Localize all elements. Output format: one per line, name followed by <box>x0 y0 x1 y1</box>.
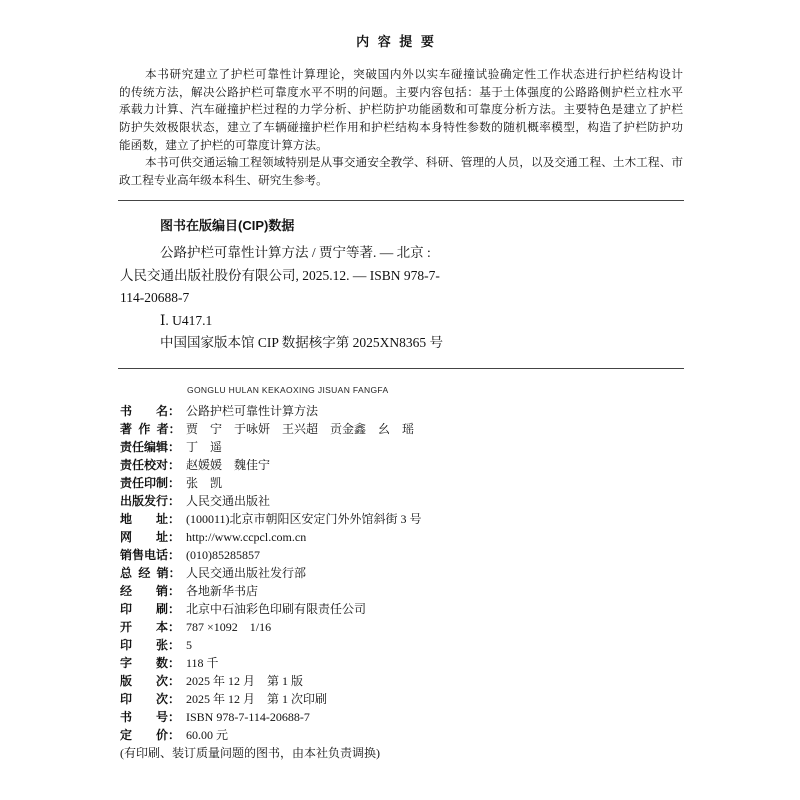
row-value: 赵媛媛 魏佳宁 <box>186 458 271 472</box>
row-value: 787 ×1092 1/16 <box>186 620 272 634</box>
row-label: 定 价： <box>120 728 181 742</box>
colophon-row-edition <box>120 672 680 690</box>
colophon-row-printed-sheets <box>120 636 680 654</box>
row-label: 销售电话： <box>120 548 181 562</box>
colophon-row-author <box>120 420 680 438</box>
row-value: 人民交通出版社 <box>186 494 271 508</box>
colophon-row-printer <box>120 600 680 618</box>
divider <box>118 368 684 369</box>
row-label: 书 名： <box>120 404 181 418</box>
colophon-row-proofreader <box>120 456 680 474</box>
colophon-row-print-supervisor <box>120 474 680 492</box>
row-label: 网 址： <box>120 530 181 544</box>
row-label: 出版发行： <box>120 494 181 508</box>
row-value: 5 <box>186 638 192 652</box>
divider <box>118 200 684 201</box>
row-label: 总 经 销： <box>120 566 181 580</box>
row-value: 丁 遥 <box>186 440 223 454</box>
row-value: http://www.ccpcl.com.cn <box>186 530 307 544</box>
summary-line: 本书研究建立了护栏可靠性计算理论，突破国内外以实车碰撞试验确定性工作状态进行护栏结构设计 <box>145 68 683 81</box>
cip-heading: 图书在版编目(CIP)数据 <box>160 218 295 233</box>
summary-line: 能函数，建立了护栏的可靠度计算方法。 <box>119 138 328 152</box>
row-value: (100011)北京市朝阳区安定门外外馆斜街 3 号 <box>186 512 422 526</box>
colophon <box>120 402 680 762</box>
colophon-row-distributor <box>120 582 680 600</box>
summary-line: 的传统方法，解决公路护栏可靠度水平不明的问题。主要内容包括：基于土体强度的公路路侧护栏立柱水平 <box>119 85 683 99</box>
pinyin-title: GONGLU HULAN KEKAOXING JISUAN FANGFA <box>187 385 389 395</box>
row-label: 版 次： <box>120 674 181 688</box>
row-label: 字 数： <box>120 656 181 670</box>
colophon-row-isbn <box>120 708 680 726</box>
row-label: 责任印制： <box>120 476 181 490</box>
colophon-row-publisher <box>120 492 680 510</box>
colophon-row-word-count <box>120 654 680 672</box>
colophon-row-price <box>120 726 680 744</box>
row-value: 2025 年 12 月 第 1 版 <box>186 674 304 688</box>
row-label: 地 址： <box>120 512 181 526</box>
row-value: 118 千 <box>186 656 219 670</box>
row-value: 公路护栏可靠性计算方法 <box>186 404 319 418</box>
cip-line: 公路护栏可靠性计算方法 / 贾宁等著. — 北京 : <box>160 245 431 260</box>
colophon-row-format <box>120 618 680 636</box>
row-value: ISBN 978-7-114-20688-7 <box>186 710 310 724</box>
row-label: 书 号： <box>120 710 181 724</box>
row-label: 印 次： <box>120 692 181 706</box>
row-label: 著 作 者： <box>120 422 181 436</box>
row-label: 责任编辑： <box>120 440 181 454</box>
summary-line: 政工程专业高年级本科生、研究生参考。 <box>119 174 328 188</box>
row-value: 张 凯 <box>186 476 223 490</box>
colophon-row-printing <box>120 690 680 708</box>
summary-line: 防护失效极限状态，建立了车辆碰撞护栏作用和护栏结构本身特性参数的随机概率模型，构造了护栏防护功 <box>119 121 683 135</box>
row-value: 贾 宁 于咏妍 王兴超 贡金鑫 幺 瑶 <box>186 422 415 436</box>
cip-line: 人民交通出版社股份有限公司, 2025.12. — ISBN 978-7- <box>120 267 440 283</box>
summary-heading: 内 容 提 要 <box>356 34 434 49</box>
quality-note: (有印刷、装订质量问题的图书，由本社负责调换) <box>120 746 380 760</box>
row-label: 开 本： <box>120 620 181 634</box>
row-label: 经 销： <box>120 584 181 598</box>
colophon-row-website <box>120 528 680 546</box>
colophon-row-editor <box>120 438 680 456</box>
summary-line: 本书可供交通运输工程领域特别是从事交通安全教学、科研、管理的人员，以及交通工程、土木工程、市 <box>145 156 683 170</box>
row-label: 印 张： <box>120 638 181 652</box>
cip-line: 中国国家版本馆 CIP 数据核字第 2025XN8365 号 <box>160 335 444 350</box>
colophon-row-title <box>120 402 680 420</box>
row-label: 责任校对： <box>120 458 181 472</box>
summary-line: 承载力计算、汽车碰撞护栏过程的力学分析、护栏防护功能函数和可靠度分析方法。主要特色是建立了护栏 <box>119 103 683 117</box>
cip-block <box>120 242 540 355</box>
row-value: 北京中石油彩色印刷有限责任公司 <box>186 602 367 616</box>
colophon-row-sales-phone <box>120 546 680 564</box>
row-value: 人民交通出版社发行部 <box>186 566 307 580</box>
row-value: 各地新华书店 <box>186 584 259 598</box>
colophon-row-address <box>120 510 680 528</box>
row-value: 2025 年 12 月 第 1 次印刷 <box>186 692 328 706</box>
summary-text <box>119 66 683 190</box>
cip-line: 114-20688-7 <box>120 290 190 305</box>
cip-line: Ⅰ. U417.1 <box>160 312 213 328</box>
row-label: 印 刷： <box>120 602 181 616</box>
colophon-row-general-distributor <box>120 564 680 582</box>
row-value: 60.00 元 <box>186 728 229 742</box>
row-value: (010)85285857 <box>186 548 260 562</box>
